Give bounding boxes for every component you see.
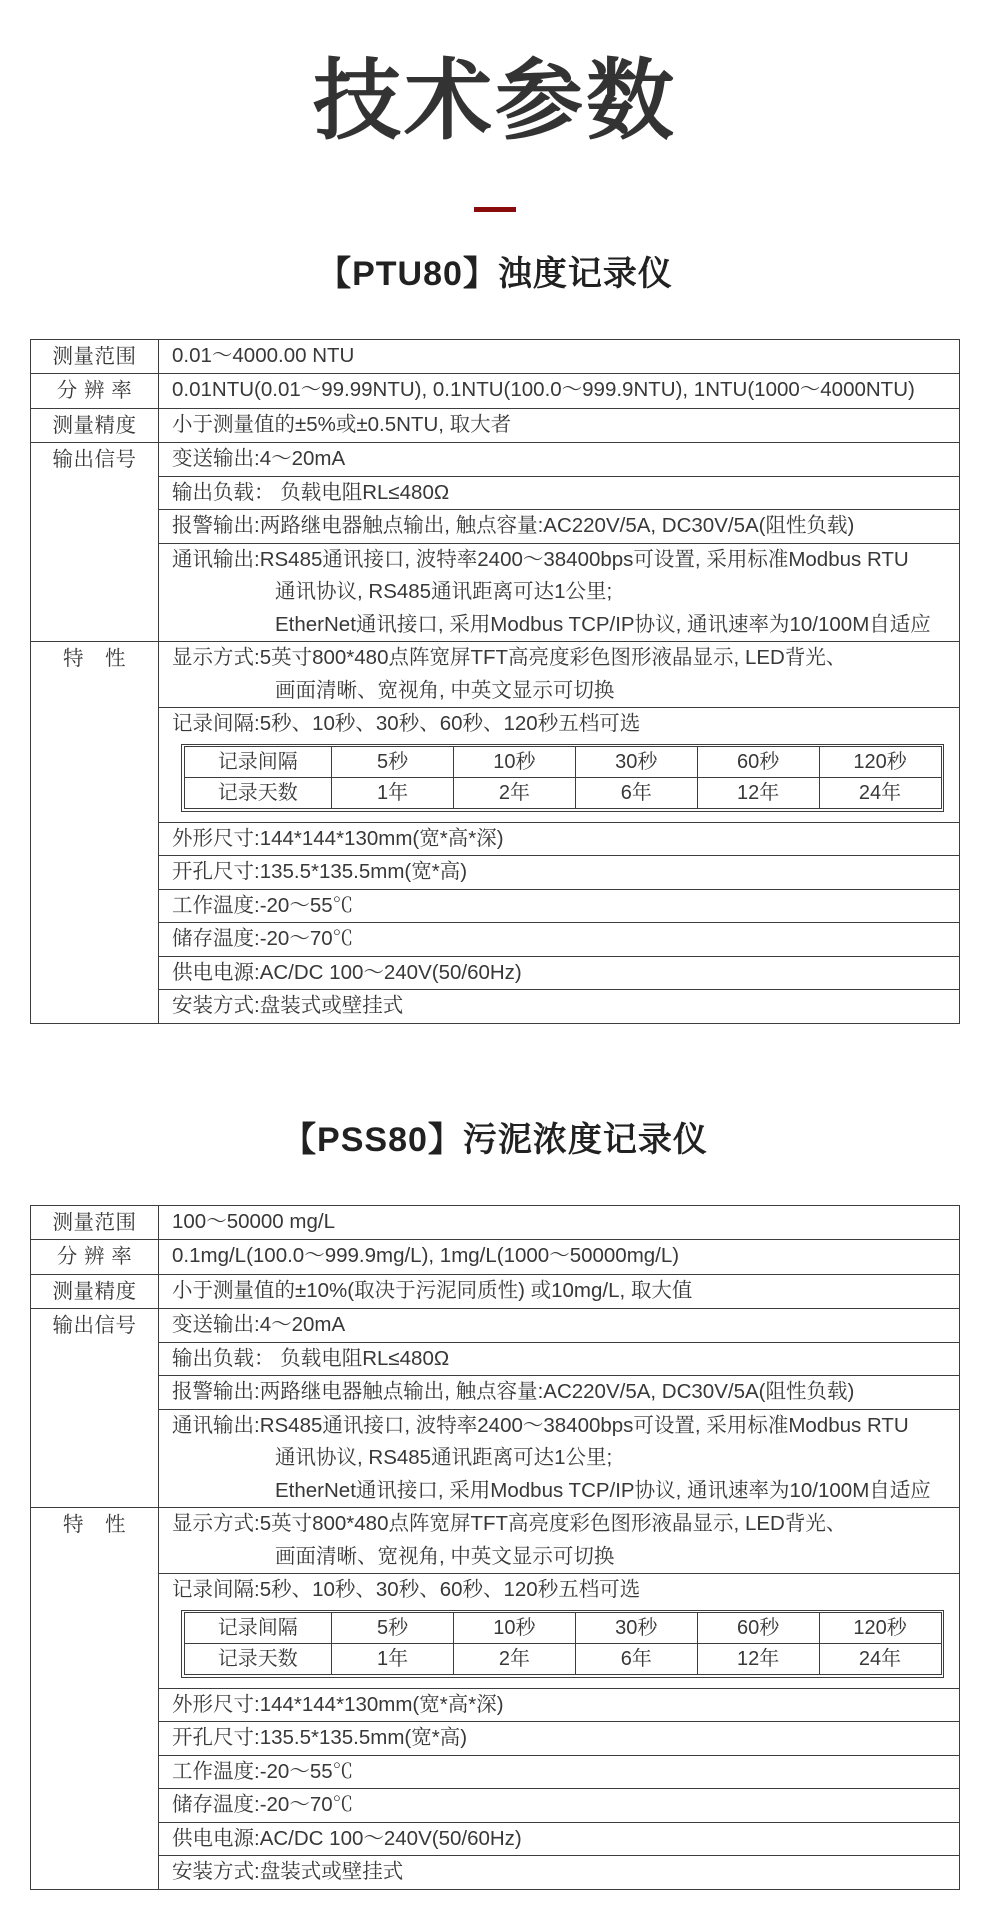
record-table-wrapper [181, 1610, 944, 1678]
spec-line: 安装方式:盘装式或壁挂式 [172, 1860, 404, 1884]
spec-value-cell [159, 1856, 960, 1890]
spec-label-cell: 测量范围 [31, 339, 159, 374]
spec-line: 画面清晰、宽视角, 中英文显示可切换 [275, 1544, 615, 1568]
spec-line: 供电电源:AC/DC 100～240V(50/60Hz) [172, 1826, 522, 1850]
page-title: 技术参数 [312, 51, 677, 150]
spec-row [31, 374, 960, 409]
spec-row [31, 1856, 960, 1890]
spec-line: 供电电源:AC/DC 100～240V(50/60Hz) [172, 960, 522, 984]
spec-value-cell [159, 1342, 960, 1376]
spec-line: 记录间隔:5秒、10秒、30秒、60秒、120秒五档可选 [172, 1578, 641, 1602]
spec-label-cell: 测量精度 [31, 408, 159, 443]
spec-row [31, 1789, 960, 1823]
spec-value-cell [159, 339, 960, 374]
spec-label-cell: 测量范围 [31, 1205, 159, 1240]
spec-row [31, 1755, 960, 1789]
spec-label-cell: 输出信号 [31, 1309, 159, 1508]
spec-value-cell [159, 1205, 960, 1240]
sections-container [30, 246, 960, 1890]
spec-line: 报警输出:两路继电器触点输出, 触点容量:AC220V/5A, DC30V/5A(阻性负载) [172, 514, 855, 538]
record-table-header-cell: 记录间隔 [184, 1613, 332, 1644]
spec-label-cell: 测量精度 [31, 1274, 159, 1309]
record-table-cell: 24年 [819, 1644, 941, 1675]
spec-row [31, 1574, 960, 1689]
spec-line: 100～50000 mg/L [172, 1209, 335, 1233]
spec-row [31, 956, 960, 990]
spec-row [31, 1722, 960, 1756]
record-table-row [184, 1644, 941, 1675]
spec-line: 小于测量值的±10%(取决于污泥同质性) 或10mg/L, 取大值 [172, 1278, 693, 1302]
record-table-cell: 30秒 [575, 747, 697, 778]
record-table-cell: 60秒 [697, 747, 819, 778]
spec-line: 0.01NTU(0.01～99.99NTU), 0.1NTU(100.0～999.9NTU), 1NTU(1000～4000NTU) [172, 378, 915, 402]
spec-line: 工作温度:-20～55℃ [172, 893, 354, 917]
spec-line: 画面清晰、宽视角, 中英文显示可切换 [275, 678, 615, 702]
spec-row [31, 822, 960, 856]
spec-line: 输出负载： 负载电阻RL≤480Ω [172, 480, 450, 504]
record-table-cell: 12年 [697, 1644, 819, 1675]
record-table-cell: 6年 [575, 778, 697, 809]
spec-line: 0.01～4000.00 NTU [172, 343, 355, 367]
spec-table [30, 339, 960, 1024]
spec-label-cell: 特 性 [31, 642, 159, 1024]
section-title: 【PSS80】污泥浓度记录仪 [282, 1120, 708, 1159]
spec-row [31, 1688, 960, 1722]
record-table-row [184, 747, 941, 778]
spec-row [31, 856, 960, 890]
record-table-cell: 5秒 [332, 1613, 454, 1644]
spec-value-cell [159, 1240, 960, 1275]
spec-line: 外形尺寸:144*144*130mm(宽*高*深) [172, 1692, 504, 1716]
spec-label-cell: 特 性 [31, 1508, 159, 1890]
record-table-cell: 120秒 [819, 1613, 941, 1644]
spec-line: 小于测量值的±5%或±0.5NTU, 取大者 [172, 412, 512, 436]
record-table-cell: 5秒 [332, 747, 454, 778]
record-table-row [184, 1613, 941, 1644]
record-interval-table [184, 746, 942, 809]
record-table-cell: 10秒 [453, 747, 575, 778]
spec-line: 输出负载： 负载电阻RL≤480Ω [172, 1346, 450, 1370]
spec-row [31, 1240, 960, 1275]
spec-value-cell [159, 856, 960, 890]
spec-line: 通讯协议, RS485通讯距离可达1公里; [275, 580, 613, 604]
record-table-cell: 30秒 [575, 1613, 697, 1644]
spec-line: 储存温度:-20～70℃ [172, 927, 354, 951]
spec-value-cell [159, 1274, 960, 1309]
spec-row [31, 923, 960, 957]
spec-value-cell [159, 1722, 960, 1756]
spec-row [31, 642, 960, 708]
spec-value-cell [159, 889, 960, 923]
spec-value-cell [159, 1789, 960, 1823]
spec-row [31, 476, 960, 510]
spec-line: 报警输出:两路继电器触点输出, 触点容量:AC220V/5A, DC30V/5A(阻性负载) [172, 1380, 855, 1404]
section-title: 【PTU80】浊度记录仪 [317, 254, 673, 293]
spec-line: 通讯协议, RS485通讯距离可达1公里; [275, 1446, 613, 1470]
spec-value-cell [159, 1755, 960, 1789]
spec-line: 0.1mg/L(100.0～999.9mg/L), 1mg/L(1000～50000mg/L) [172, 1244, 680, 1268]
spec-value-cell [159, 408, 960, 443]
spec-value-cell [159, 1508, 960, 1574]
spec-value-cell [159, 1574, 960, 1689]
spec-line: 显示方式:5英寸800*480点阵宽屏TFT高亮度彩色图形液晶显示, LED背光、 [172, 1512, 847, 1536]
spec-line: 通讯输出:RS485通讯接口, 波特率2400～38400bps可设置, 采用标准Modbus RTU [172, 547, 909, 571]
record-table-cell: 2年 [453, 778, 575, 809]
spec-row [31, 1822, 960, 1856]
record-table-header-cell: 记录天数 [184, 778, 332, 809]
spec-value-cell [159, 443, 960, 477]
spec-line: 开孔尺寸:135.5*135.5mm(宽*高) [172, 1726, 468, 1750]
spec-row [31, 1342, 960, 1376]
spec-value-cell [159, 956, 960, 990]
spec-line: 安装方式:盘装式或壁挂式 [172, 994, 404, 1018]
record-table-cell: 2年 [453, 1644, 575, 1675]
spec-row [31, 1274, 960, 1309]
record-table-header-cell: 记录天数 [184, 1644, 332, 1675]
product-section [30, 1112, 960, 1890]
spec-line: 变送输出:4～20mA [172, 447, 346, 471]
spec-line: 开孔尺寸:135.5*135.5mm(宽*高) [172, 860, 468, 884]
record-table-cell: 24年 [819, 778, 941, 809]
spec-table [30, 1205, 960, 1890]
spec-row [31, 889, 960, 923]
spec-value-cell [159, 990, 960, 1024]
spec-value-cell [159, 1409, 960, 1508]
spec-value-cell [159, 822, 960, 856]
record-table-cell: 1年 [332, 1644, 454, 1675]
spec-row [31, 339, 960, 374]
spec-line: 储存温度:-20～70℃ [172, 1793, 354, 1817]
spec-label-cell: 分 辨 率 [31, 1240, 159, 1275]
record-table-cell: 60秒 [697, 1613, 819, 1644]
record-table-cell: 120秒 [819, 747, 941, 778]
spec-row [31, 708, 960, 823]
spec-label-cell: 分 辨 率 [31, 374, 159, 409]
spec-row [31, 443, 960, 477]
spec-line: 通讯输出:RS485通讯接口, 波特率2400～38400bps可设置, 采用标准Modbus RTU [172, 1413, 909, 1437]
product-section [30, 246, 960, 1024]
spec-row [31, 990, 960, 1024]
spec-value-cell [159, 510, 960, 544]
spec-line: 记录间隔:5秒、10秒、30秒、60秒、120秒五档可选 [172, 712, 641, 736]
record-table-row [184, 778, 941, 809]
spec-value-cell [159, 1688, 960, 1722]
record-table-cell: 12年 [697, 778, 819, 809]
spec-line: EtherNet通讯接口, 采用Modbus TCP/IP协议, 通讯速率为10/100M自适应 [275, 1478, 931, 1502]
spec-value-cell [159, 476, 960, 510]
spec-line: 工作温度:-20～55℃ [172, 1759, 354, 1783]
spec-row [31, 408, 960, 443]
spec-line: 显示方式:5英寸800*480点阵宽屏TFT高亮度彩色图形液晶显示, LED背光、 [172, 646, 847, 670]
record-table-header-cell: 记录间隔 [184, 747, 332, 778]
spec-row [31, 1376, 960, 1410]
spec-line: 变送输出:4～20mA [172, 1313, 346, 1337]
spec-value-cell [159, 1309, 960, 1343]
spec-row [31, 1205, 960, 1240]
spec-value-cell [159, 1822, 960, 1856]
record-interval-table [184, 1612, 942, 1675]
spec-value-cell [159, 1376, 960, 1410]
record-table-cell: 1年 [332, 778, 454, 809]
spec-value-cell [159, 374, 960, 409]
record-table-wrapper [181, 744, 944, 812]
spec-value-cell [159, 923, 960, 957]
spec-label-cell: 输出信号 [31, 443, 159, 642]
spec-row [31, 1309, 960, 1343]
spec-line: EtherNet通讯接口, 采用Modbus TCP/IP协议, 通讯速率为10/100M自适应 [275, 612, 931, 636]
spec-value-cell [159, 543, 960, 642]
spec-row [31, 1508, 960, 1574]
spec-row [31, 510, 960, 544]
spec-row [31, 1409, 960, 1508]
spec-row [31, 543, 960, 642]
record-table-cell: 6年 [575, 1644, 697, 1675]
title-accent-bar [474, 207, 516, 212]
spec-value-cell [159, 642, 960, 708]
spec-value-cell [159, 708, 960, 823]
record-table-cell: 10秒 [453, 1613, 575, 1644]
spec-line: 外形尺寸:144*144*130mm(宽*高*深) [172, 826, 504, 850]
